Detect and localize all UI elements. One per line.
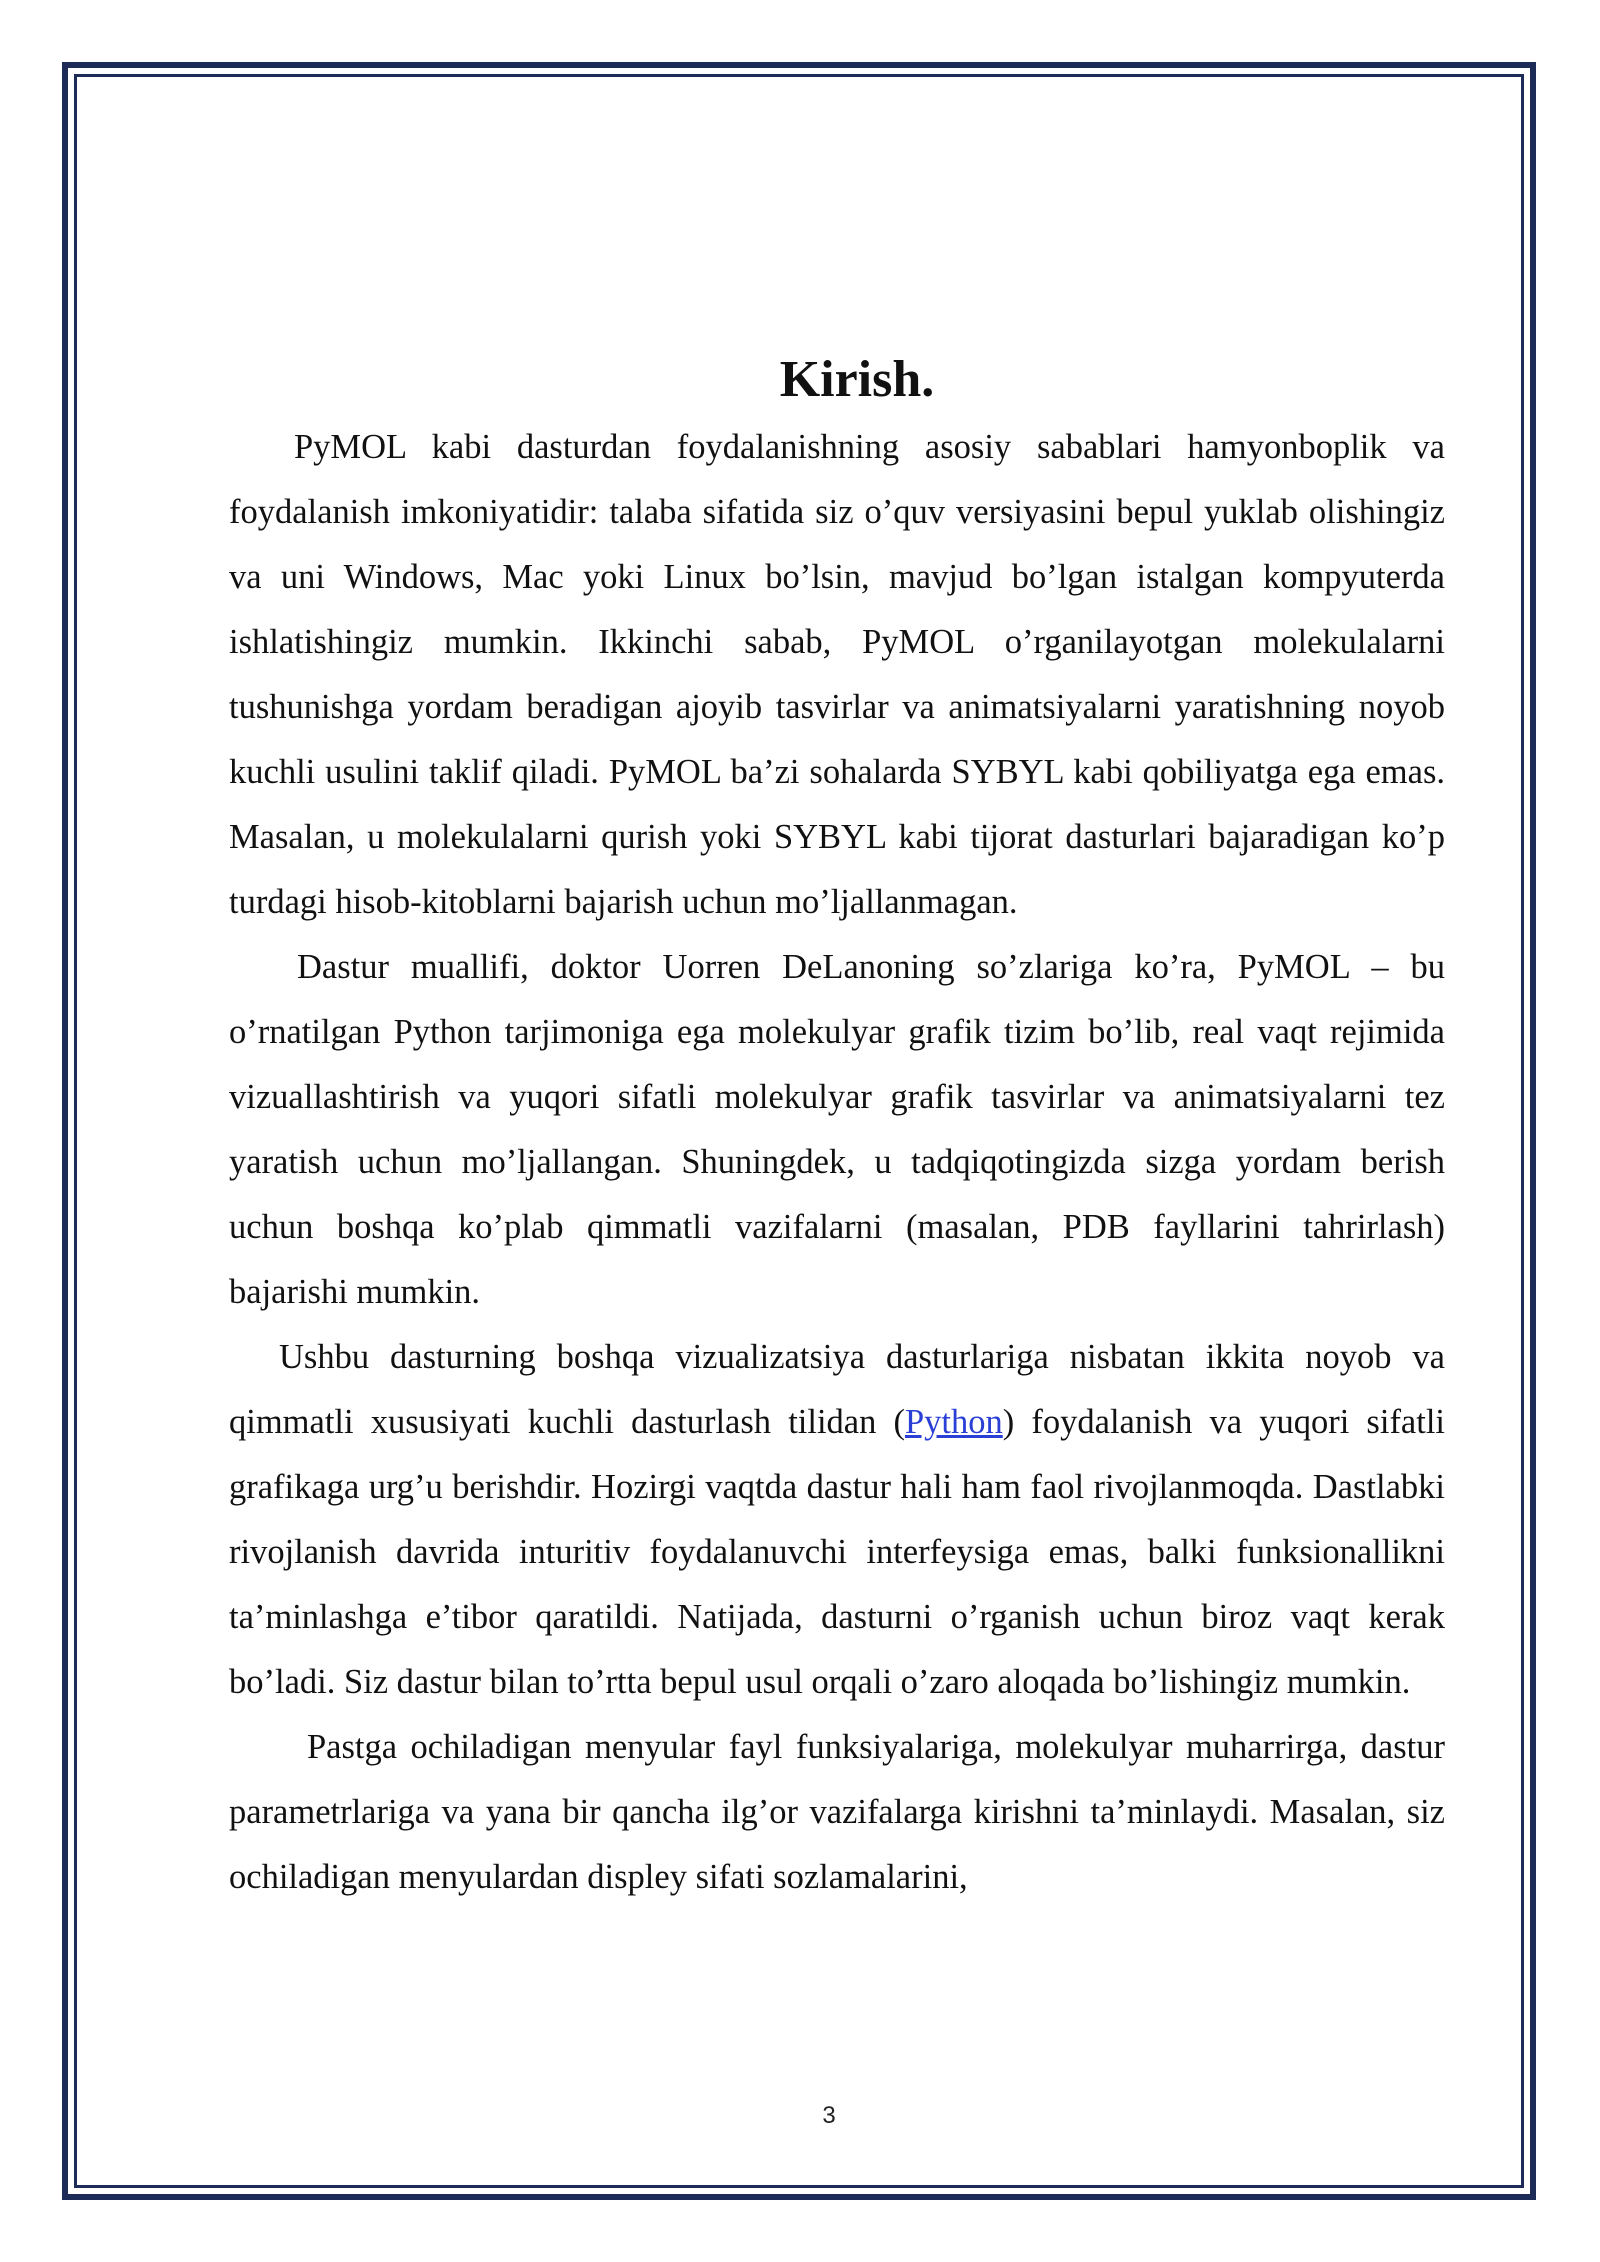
paragraph-1: PyMOL kabi dasturdan foydalanishning asosiy sabablari hamyonboplik va foydalanish imkoniyatidir: talaba sifatida siz o’quv versiyasini bepul yuklab olishingiz va uni Windows, Mac yoki Linux bo’lsin, mavjud bo’lgan istalgan kompyuterda ishlatishingiz mumkin. Ikkinchi sabab, PyMOL o’rganilayotgan molekulalarni tushunishga yordam beradigan ajoyib tasvirlar va animatsiyalarni yaratishning noyob kuchli usulini taklif qiladi. PyMOL ba’zi sohalarda SYBYL kabi qobiliyatga ega emas. Masalan, u molekulalarni qurish yoki SYBYL kabi tijorat dasturlari bajaradigan ko’p turdagi hisob-kitoblarni bajarish uchun mo’ljallanmagan. (229, 428, 1445, 921)
page-number: 3 (822, 2102, 836, 2129)
paragraph-3 (229, 1325, 1445, 1715)
page-content (229, 345, 1445, 1910)
paragraph-2: Dastur muallifi, doktor Uorren DeLanoning so’zlariga ko’ra, PyMOL – bu o’rnatilgan Python tarjimoniga ega molekulyar grafik tizim bo’lib, real vaqt rejimida vizuallashtirish va yuqori sifatli molekulyar grafik tasvirlar va animatsiyalarni tez yaratish uchun mo’ljallangan. Shuningdek, u tadqiqotingizda sizga yordam berish uchun boshqa ko’plab qimmatli vazifalarni (masalan, PDB fayllarini tahrirlash) bajarishi mumkin. (229, 948, 1445, 1311)
page-title: Kirish. (779, 351, 935, 408)
python-link[interactable]: Python (904, 1403, 1003, 1441)
paragraph-3-text-before-link: Ushbu dasturning boshqa vizualizatsiya dasturlariga nisbatan ikkita noyob va qimmatli xususiyati kuchli dasturlash tilidan ( (229, 1338, 1445, 1441)
paragraph-3-text-after-link: ) foydalanish va yuqori sifatli grafikaga urg’u berishdir. Hozirgi vaqtda dastur hali ham faol rivojlanmoqda. Dastlabki rivojlanish davrida inturitiv foydalanuvchi interfeysiga emas, balki funksionallikni ta’minlashga e’tibor qaratildi. Natijada, dasturni o’rganish uchun biroz vaqt kerak bo’ladi. Siz dastur bilan to’rtta bepul usul orqali o’zaro aloqada bo’lishingiz mumkin. (229, 1403, 1445, 1701)
paragraph-4: Pastga ochiladigan menyular fayl funksiyalariga, molekulyar muharrirga, dastur parametrlariga va yana bir qancha ilg’or vazifalarga kirishni ta’minlaydi. Masalan, siz ochiladigan menyulardan displey sifati sozlamalarini, (229, 1728, 1445, 1896)
